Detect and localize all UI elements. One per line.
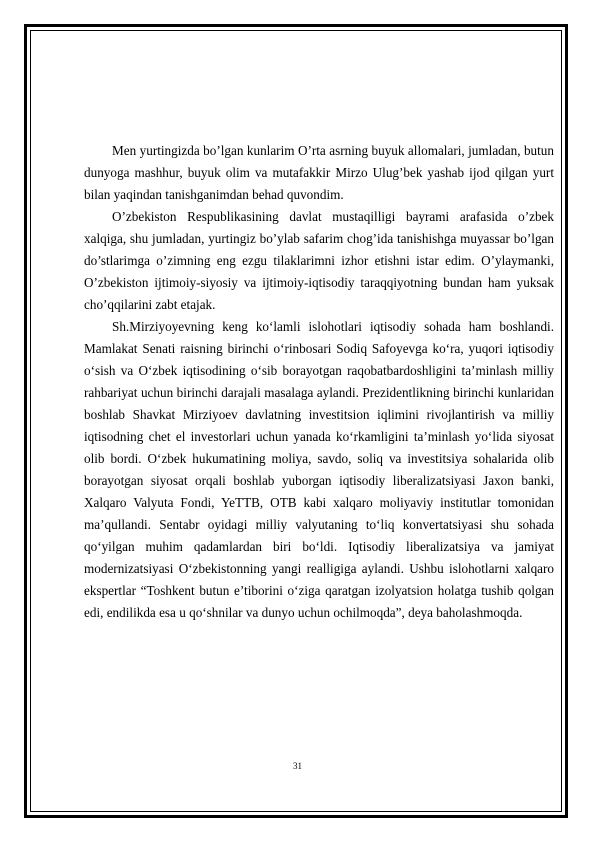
paragraph-3: Sh.Mirziyoyevning keng ko‘lamli islohotlari iqtisodiy sohada ham boshlandi. Mamlakat Senati raisning birinchi o‘rinbosari Sodiq Safoyevga ko‘ra, yuqori iqtisodiy o‘sish va O‘zbek iqtisodining o‘sib borayotgan raqobatbardoshligini ta’minlash milliy rahbariyat uchun birinchi darajali masalaga aylandi. Prezidentlikning birinchi kunlaridan boshlab Shavkat Mirziyoev davlatning investitsion iqlimini rivojlantirish va milliy iqtisodning chet el investorlari uchun yanada ko‘rkamligini ta’minlash yo‘lida siyosat olib bordi. O‘zbek hukumatining moliya, savdo, soliq va investitsiya sohalarida olib borayotgan siyosat orqali boshlab yuborgan iqtisodiy liberalizatsiyasi Jaxon banki, Xalqaro Valyuta Fondi, YeTTB, OTB kabi xalqaro moliyaviy institutlar tomonidan ma’qullandi. Sentabr oyidagi milliy valyutaning to‘liq konvertatsiyasi shu sohada qo‘yilgan muhim qadamlardan biri bo‘ldi. Iqtisodiy liberalizatsiya va jamiyat modernizatsiyasi O‘zbekistonning yangi realligiga aylandi. Ushbu islohotlarni xalqaro ekspertlar “Toshkent butun e’tiborini o‘ziga qaratgan izolyatsion holatga tushib qolgan edi, endilikda esa u qo‘shnilar va dunyo uchun ochilmoqda”, deya baholashmoqda. [84,319,554,620]
paragraph-1: Men yurtingizda bo’lgan kunlarim O’rta asrning buyuk allomalari, jumladan, butun dunyoga mashhur, buyuk olim va mutafakkir Mirzo Ulug’bek yashab ijod qilgan yurt bilan yaqindan tanishganimdan behad quvondim. [84,143,554,202]
body-text [84,140,554,624]
page-number: 31 [293,761,302,771]
paragraph-2: O’zbekiston Respublikasining davlat mustaqilligi bayrami arafasida o’zbek xalqiga, shu jumladan, yurtingiz bo’ylab safarim chog’ida tanishishga muyassar bo’lgan do’stlarimga o’zimning eng ezgu tilaklarimni izhor etishni istar edim. O’ylaymanki, O’zbekiston ijtimoiy-siyosiy va ijtimoiy-iqtisodiy taraqqiyotning bundan ham yuksak cho’qqilarini zabt etajak. [84,209,554,312]
